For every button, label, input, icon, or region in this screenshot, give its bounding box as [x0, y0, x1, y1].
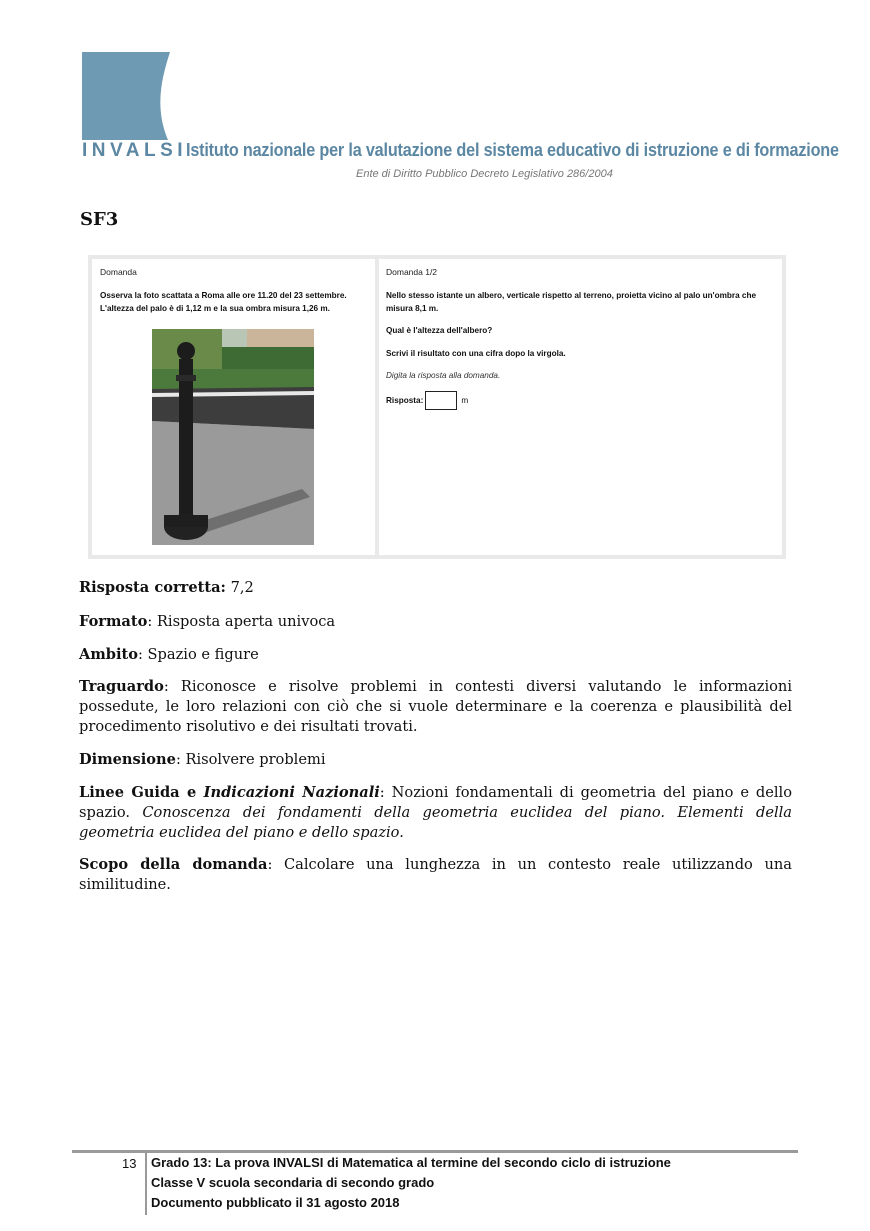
- footer-divider: [145, 1153, 147, 1215]
- question-text-2: Qual è l'altezza dell'albero?: [386, 326, 493, 335]
- answer-input[interactable]: [425, 391, 457, 410]
- linee-label-italic: Indicazioni Nazionali: [203, 784, 380, 801]
- footer-line-2: Classe V scuola secondaria di secondo grado: [151, 1175, 435, 1190]
- question-text-3: Scrivi il risultato con una cifra dopo la virgola.: [386, 348, 566, 358]
- ambito-line: [79, 645, 792, 665]
- ambito-value: : Spazio e figure: [138, 646, 259, 663]
- scopo-value: : Calcolare una lunghezza in un contesto reale utilizzando una similitudine.: [79, 856, 792, 893]
- invalsi-logo-graphic: [82, 52, 172, 140]
- question-panel: [88, 255, 786, 559]
- answer-unit: m: [461, 395, 469, 405]
- format-label: Formato: [79, 613, 148, 630]
- traguardo-paragraph: [79, 677, 792, 737]
- linee-value: : Nozioni fondamentali di geometria del piano e dello spazio.: [79, 784, 793, 821]
- dimensione-label: Dimensione: [79, 751, 176, 768]
- format-value: : Risposta aperta univoca: [147, 613, 336, 630]
- question-text-1: Nello stesso istante un albero, verticale rispetto al terreno, proietta vicino al palo un'ombra che misura 8,1 m.: [386, 291, 757, 313]
- stimulus-heading: Domanda: [100, 267, 137, 277]
- linee-guida-paragraph: [79, 783, 792, 843]
- ambito-label: Ambito: [79, 646, 138, 663]
- linee-value-italic: Conoscenza dei fondamenti della geometria euclidea del piano. Elementi della geometria euclidea del piano e dello spazio.: [79, 804, 792, 841]
- correct-answer-line: [79, 578, 792, 598]
- pole-shadow-photo: [152, 329, 314, 545]
- footer-rule: [72, 1150, 798, 1153]
- dimensione-line: [79, 750, 792, 770]
- page-number: 13: [122, 1156, 137, 1171]
- answer-label: Risposta:: [386, 395, 424, 405]
- question-answer-pane: [379, 259, 782, 555]
- scopo-paragraph: [79, 855, 792, 895]
- question-stimulus-pane: [92, 259, 375, 555]
- question-heading: Domanda 1/2: [386, 267, 438, 277]
- dimensione-value: : Risolvere problemi: [175, 751, 326, 768]
- answer-row: [386, 391, 775, 410]
- format-line: [79, 612, 792, 632]
- stimulus-line-1: Osserva la foto scattata a Roma alle ore 11.20 del 23 settembre.: [100, 291, 347, 300]
- correct-value: 7,2: [230, 579, 254, 596]
- question-instruction: Digita la risposta alla domanda.: [386, 371, 501, 380]
- traguardo-value: : Riconosce e risolve problemi in contesti diversi valutando le informazioni possedute, le loro relazioni con ciò che si vuole determinare e la coerenza e plausibilità del procedimento risolutivo e dei risultati trovati.: [79, 678, 792, 735]
- invalsi-logo-word: INVALSI: [82, 140, 188, 161]
- institute-subtitle: Ente di Diritto Pubblico Decreto Legislativo 286/2004: [356, 168, 613, 180]
- item-code: SF3: [80, 209, 119, 230]
- footer-line-1: Grado 13: La prova INVALSI di Matematica al termine del secondo ciclo di istruzione: [151, 1155, 671, 1170]
- footer-line-3: Documento pubblicato il 31 agosto 2018: [151, 1195, 400, 1210]
- correct-label: Risposta corretta:: [79, 579, 226, 596]
- traguardo-label: Traguardo: [79, 678, 164, 695]
- linee-label: Linee Guida e: [79, 784, 204, 801]
- institute-name: Istituto nazionale per la valutazione del sistema educativo di istruzione e di formazione: [186, 140, 839, 160]
- stimulus-line-2: L'altezza del palo è di 1,12 m e la sua ombra misura 1,26 m.: [100, 303, 330, 313]
- scopo-label: Scopo della domanda: [79, 856, 268, 873]
